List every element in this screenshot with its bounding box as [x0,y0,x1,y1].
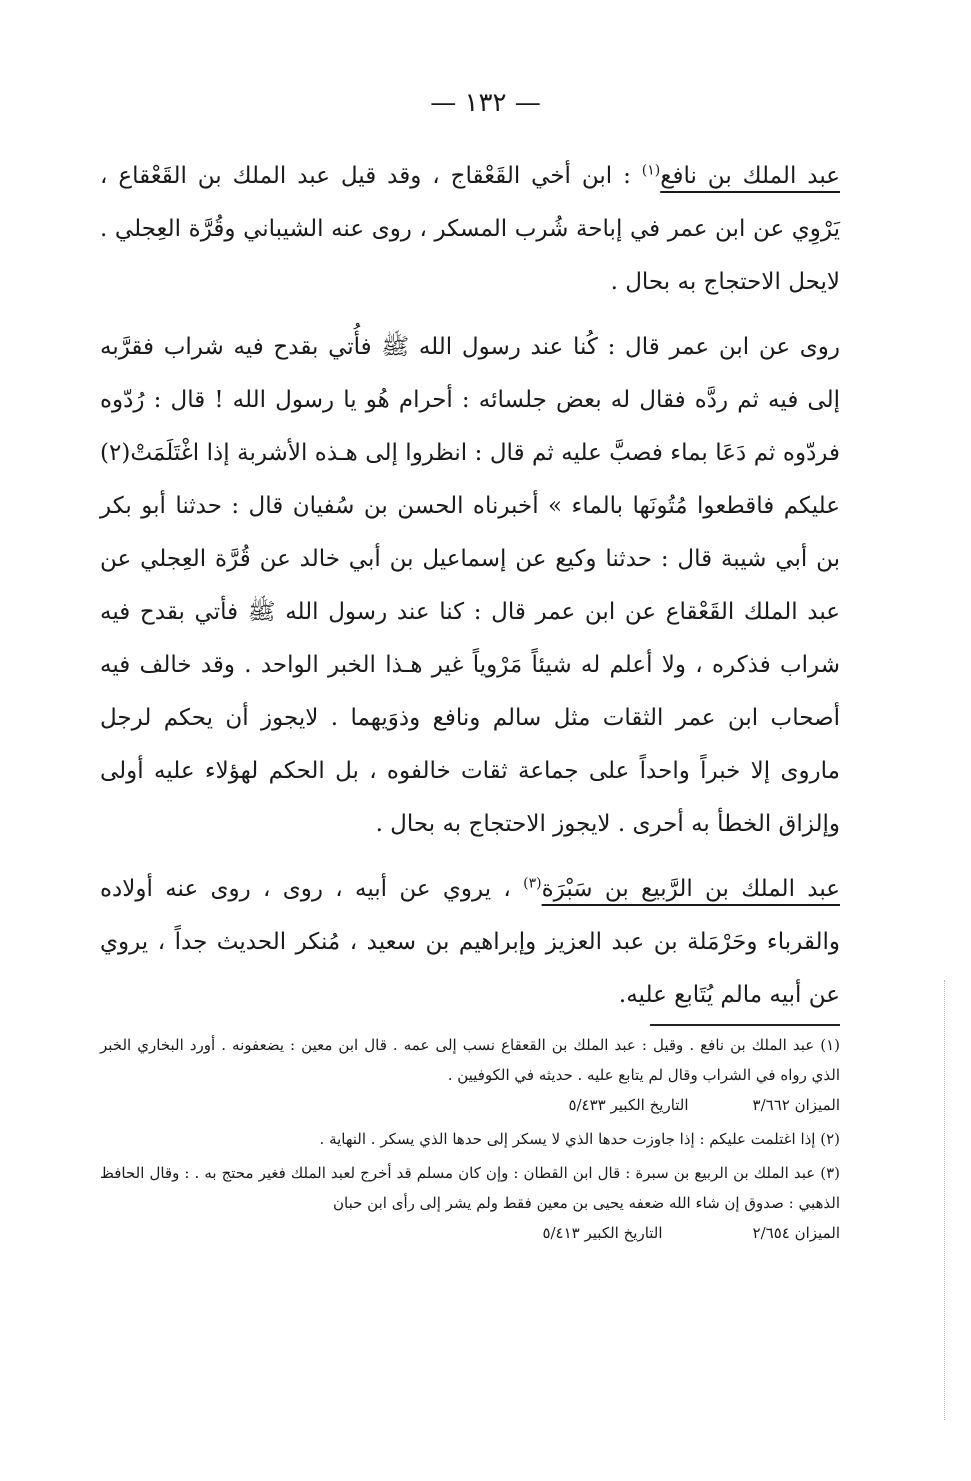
footnote-reference: التاريخ الكبير ٥/٤٣٣ [568,1096,689,1114]
footnote-text: (٣) عبد الملك بن الربيع بن سبرة : قال ابن القطان : وإن كان مسلم قد أخرج لعبد الملك فغير محتج به . : وقال الحافظ الذهبي : صدوق إن شاء الله ضعفه يحيى بن معين فقط ولم يشر إلى رأى ابن حبان [100,1164,840,1212]
footnote-1 [100,1030,840,1120]
entry-narration [100,321,840,851]
footnote-marker: (١) [641,162,661,179]
entry-body: روى عن ابن عمر قال : كُنا عند رسول الله ﷺ فأُتي بقدح فيه شراب فقرَّبه إلى فيه ثم ردَّه فقال له بعض جلسائه : أحرام هُو يا رسول الله ! قال : رُدّوه فردّوه ثم دَعَا بماء فصبَّ عليه ثم قال : انظروا إلى هـذه الأشربة إذا اغْتَلَمَتْ(٢) عليكم فاقطعوا مُتُونَها بالماء » أخبرناه الحسن بن سُفيان قال : حدثنا أبو بكر بن أبي شيبة قال : حدثنا وكيع عن إسماعيل بن أبي خالد عن قُرَّة العِجلي عن عبد الملك القَعْقاع عن ابن عمر قال : كنا عند رسول الله ﷺ فأتي بقدح فيه شراب فذكره ، ولا أعلم له شيئاً مَرْوياً غير هـذا الخبر الواحد . وقد خالف فيه أصحاب ابن عمر الثقات مثل سالم ونافع وذوَيهما . لايجوز أن يحكم لرجل ماروى إلا خبراً واحداً على جماعة ثقات خالفوه ، بل الحكم لهؤلاء عليه أولى وإلزاق الخطأ به أحرى . لايجوز الاحتجاج به بحال . [100,334,840,837]
footnote-2 [100,1124,840,1154]
entry-abdulmalik-nafi [100,150,840,309]
footnote-text: (٢) إذا اغتلمت عليكم : إذا جاوزت حدها الذي لا يسكر إلى حدها الذي يسكر . النهاية . [319,1130,840,1148]
entry-abdulmalik-rabi [100,863,840,1022]
footnote-text: (١) عبد الملك بن نافع . وقيل : عبد الملك بن القعقاع نسب إلى عمه . قال ابن معين : يضعفونه . أورد البخاري الخبر الذي رواه في الشراب وقال لم يتابع عليه . حديثه في الكوفيين . [100,1036,840,1084]
main-text [100,150,840,1032]
footnotes [100,1030,840,1252]
page-number: — ١٣٢ — [430,88,541,118]
footnote-references [100,1218,840,1248]
footnote-3 [100,1158,840,1248]
footnote-reference: التاريخ الكبير ٥/٤١٣ [542,1224,663,1242]
footnote-separator [650,1024,840,1026]
entry-body: : ابن أخي القَعْقاج ، وقد قيل عبد الملك بن القَعْقاع ، يَرْوِي عن ابن عمر في إباحة شُرب المسكر ، روى عنه الشيباني وقُرَّة العِجلي . لايحل الاحتجاج به بحال . [100,163,840,295]
footnote-reference: الميزان ٢/٦٥٤ [752,1224,840,1242]
scan-edge-line [944,980,945,1420]
footnote-reference: الميزان ٣/٦٦٢ [752,1096,840,1114]
entry-heading: عبد الملك بن نافع [660,163,840,189]
footnote-references [100,1090,840,1120]
entry-body: ، يروي عن أبيه ، روى ، روى عنه أولاده والقرباء وحَرْمَلة بن عبد العزيز وإبراهيم بن سعيد ، مُنكر الحديث جداً ، يروي عن أبيه مالم يُتَابع عليه. [100,876,840,1008]
footnote-marker: (٣) [523,875,542,892]
entry-heading: عبد الملك بن الرَّبيع بن سَبْرَة [541,876,840,902]
